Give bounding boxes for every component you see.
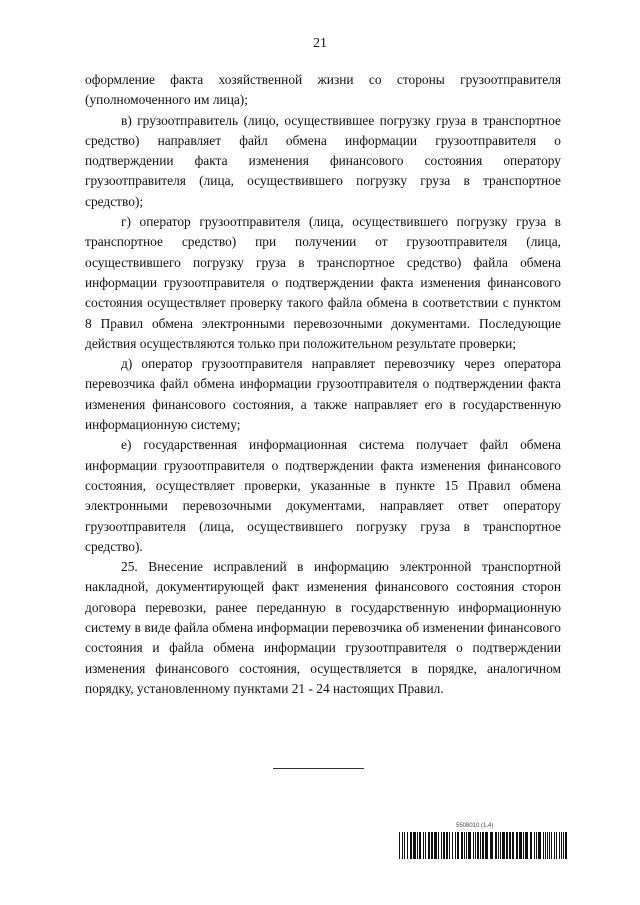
separator-line — [273, 768, 364, 769]
barcode-icon — [399, 832, 567, 859]
paragraph: е) государственная информационная система получает файл обмена информации грузоотправителя о подтверждении факта изменения финансового состояния, осуществляет проверки, указанные в пункте 15 Правил обмена электронными перевозочными документами, направляет ответ оператору грузоотправителя (лица, осуществившего погрузку груза в транспортное средство). — [85, 437, 561, 554]
paragraph: г) оператор грузоотправителя (лица, осуществившего погрузку груза в транспортное средство) при получении от грузоотправителя (лица, осуществившего погрузку груза в транспортное средство) файла обмена информации грузоотправителя о подтверждении факта изменения финансового состояния осуществляет проверку такого файла обмена в соответствии с пунктом 8 Правил обмена электронными перевозочными документами. Последующие действия осуществляются только при положительном результате проверки; — [85, 214, 561, 351]
paragraph: в) грузоотправитель (лицо, осуществившее погрузку груза в транспортное средство) направляет файл обмена информации грузоотправителя о подтверждении факта изменения финансового состояния оператору грузоотправителя (лица, осуществившего погрузку груза в транспортное средство); — [85, 112, 561, 209]
paragraph: 25. Внесение исправлений в информацию электронной транспортной накладной, документирующей факт изменения финансового состояния сторон договора перевозки, ранее переданную в государственную информационную систему в виде файла обмена информации перевозчика об изменении финансового состояния и файла обмена информации грузоотправителя о подтверждении изменения финансового состояния, осуществляется в порядке, аналогичном порядку, установленному пунктами 21 - 24 настоящих Правил. — [85, 559, 561, 696]
paragraph: оформление факта хозяйственной жизни со стороны грузоотправителя (уполномоченного им лица); — [85, 72, 561, 108]
body-text — [85, 70, 561, 699]
page-number: 21 — [313, 36, 327, 51]
paragraph: д) оператор грузоотправителя направляет перевозчику через оператора перевозчика файл обмена информации грузоотправителя о подтверждении факта изменения финансового состояния, а также направляет его в государственную информационную систему; — [85, 356, 561, 433]
barcode-caption: 5508010 (1.4) — [456, 823, 494, 829]
